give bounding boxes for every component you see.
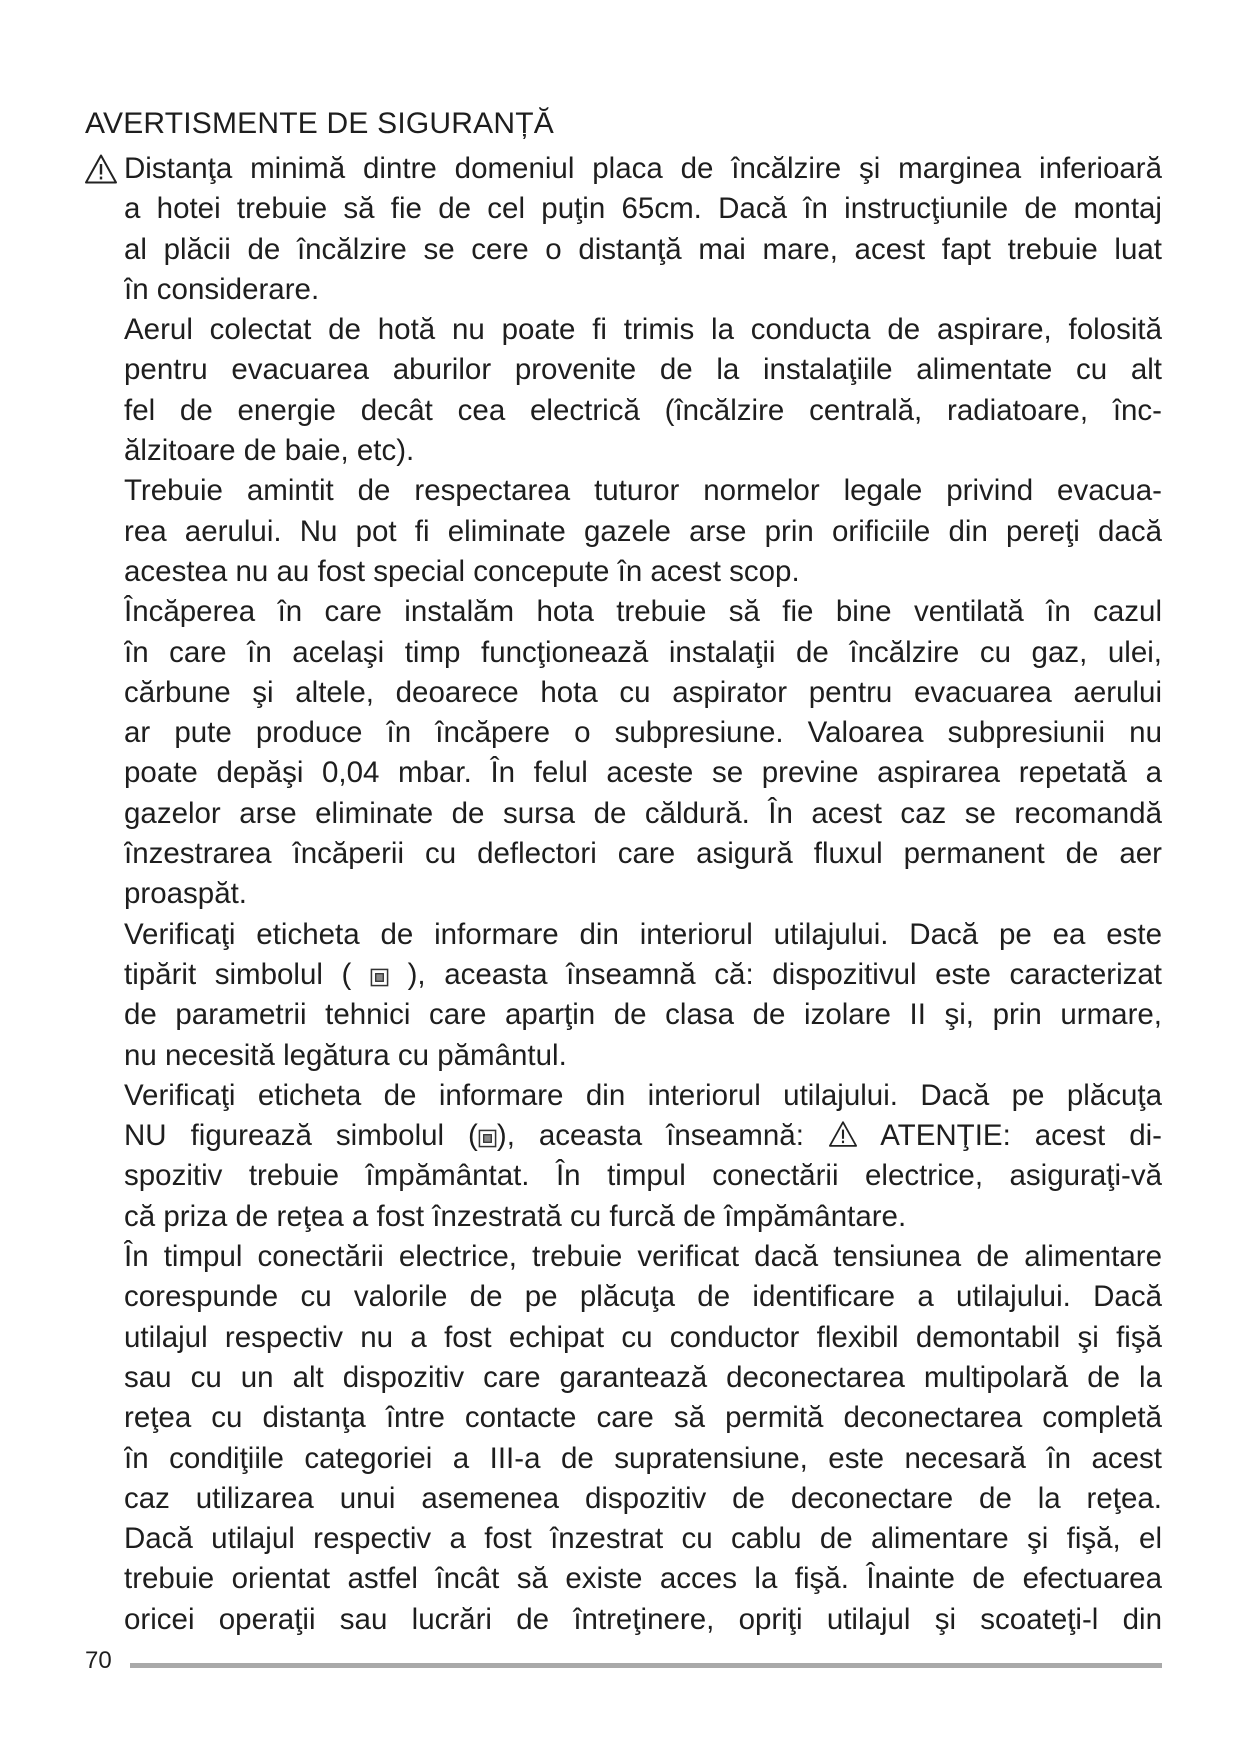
text-segment: rea aerului. Nu pot fi eliminate gazele arse prin orificiile din pereţi dacă xyxy=(124,514,1162,548)
text-line xyxy=(124,713,1162,753)
text-line xyxy=(124,1398,1162,1438)
text-line xyxy=(124,1519,1162,1559)
paragraph xyxy=(124,1237,1162,1640)
text-segment: Distanţa minimă dintre domeniul placa de încălzire şi marginea inferioară xyxy=(124,152,1162,185)
text-segment: oricei operaţii sau lucrări de întreţinere, opriţi utilajul şi scoateţi-l din xyxy=(124,1602,1162,1636)
text-segment: Verificaţi eticheta de informare din interiorul utilajului. Dacă pe ea este xyxy=(124,917,1162,951)
text-segment: Verificaţi eticheta de informare din interiorul utilajului. Dacă pe plăcuţa xyxy=(124,1078,1162,1112)
text-segment: Încăperea în care instalăm hota trebuie să fie bine ventilată în cazul xyxy=(124,595,1162,629)
text-segment: Trebuie amintit de respectarea tuturor normelor legale privind evacua- xyxy=(124,474,1162,508)
paragraph xyxy=(124,1076,1162,1237)
text-line xyxy=(124,1358,1162,1398)
text-segment: de parametrii tehnici care aparţin de clasa de izolare II şi, prin urmare, xyxy=(124,998,1162,1032)
text-line xyxy=(124,794,1162,834)
class-ii-symbol-icon xyxy=(370,968,389,987)
text-line xyxy=(124,1439,1162,1479)
text-segment: ), aceasta înseamnă că: dispozitivul este caracterizat xyxy=(388,957,1162,991)
text-segment: a hotei trebuie să fie de cel puţin 65cm. Dacă în instrucţiunile de montaj xyxy=(124,192,1162,226)
text-segment: În timpul conectării electrice, trebuie verificat dacă tensiunea de alimentare xyxy=(124,1240,1162,1274)
text-line xyxy=(124,955,1162,995)
text-line xyxy=(124,310,1162,350)
text-segment: înzestrarea încăperii cu deflectori care asigură fluxul permanent de aer xyxy=(124,837,1162,871)
text-segment: sau cu un alt dispozitiv care garantează deconectarea multipolară de la xyxy=(124,1360,1162,1394)
text-line xyxy=(124,1076,1162,1116)
text-segment: al plăcii de încălzire se cere o distanţă mai mare, acest fapt trebuie luat xyxy=(124,232,1162,266)
text-segment: trebuie orientat astfel încât să existe acces la fişă. Înainte de efectuarea xyxy=(124,1562,1162,1596)
text-segment: gazelor arse eliminate de sursa de căldură. În acest caz se recomandă xyxy=(124,796,1162,830)
text-line xyxy=(124,189,1162,229)
text-line xyxy=(124,1156,1162,1196)
text-line xyxy=(124,350,1162,390)
warning-icon xyxy=(84,153,118,185)
text-segment: proaspăt. xyxy=(124,877,247,911)
text-segment: în care în acelaşi timp funcţionează instalaţii de încălzire cu gaz, ulei, xyxy=(124,635,1162,669)
text-segment: acestea nu au fost special concepute în acest scop. xyxy=(124,554,800,588)
paragraph xyxy=(124,915,1162,1076)
text-segment: pentru evacuarea aburilor provenite de la instalaţiile alimentate cu alt xyxy=(124,353,1162,387)
text-line xyxy=(124,1277,1162,1317)
text-line xyxy=(124,471,1162,511)
text-line xyxy=(124,915,1162,955)
text-line xyxy=(124,1237,1162,1277)
text-line xyxy=(124,753,1162,793)
text-segment: poate depăşi 0,04 mbar. În felul aceste se previne aspirarea repetată a xyxy=(124,756,1162,790)
text-line xyxy=(124,1600,1162,1640)
text-segment: ar pute produce în încăpere o subpresiune. Valoarea subpresiunii nu xyxy=(124,716,1162,750)
text-segment: ălzitoare de baie, etc). xyxy=(124,434,415,468)
body-text xyxy=(124,149,1162,1640)
text-segment: Aerul colectat de hotă nu poate fi trimis la conducta de aspirare, folosită xyxy=(124,313,1162,347)
paragraph xyxy=(124,149,1162,310)
footer-rule xyxy=(130,1663,1162,1668)
page-number: 70 xyxy=(85,1647,112,1674)
text-segment: cărbune şi altele, deoarece hota cu aspirator pentru evacuarea aerului xyxy=(124,675,1162,709)
text-segment: utilajul respectiv nu a fost echipat cu conductor flexibil demontabil şi fişă xyxy=(124,1320,1162,1354)
text-segment: caz utilizarea unui asemenea dispozitiv de deconectare de la reţea. xyxy=(124,1481,1162,1515)
section-heading: AVERTISMENTE DE SIGURANȚĂ xyxy=(85,107,554,140)
text-segment: reţea cu distanţa între contacte care să permită deconectarea completă xyxy=(124,1401,1162,1435)
paragraph xyxy=(124,310,1162,471)
paragraph xyxy=(124,592,1162,914)
text-line xyxy=(124,1318,1162,1358)
text-line xyxy=(124,1197,1162,1237)
text-segment: ), aceasta înseamnă: xyxy=(496,1119,828,1153)
text-line xyxy=(124,633,1162,673)
text-line xyxy=(124,230,1162,270)
text-segment: fel de energie decât cea electrică (încălzire centrală, radiatoare, înc- xyxy=(124,393,1162,427)
text-line xyxy=(124,270,1162,310)
text-line xyxy=(124,673,1162,713)
text-line xyxy=(124,1479,1162,1519)
text-line xyxy=(124,1559,1162,1599)
warning-icon xyxy=(828,1120,858,1148)
text-line xyxy=(124,592,1162,632)
text-segment: nu necesită legătura cu pământul. xyxy=(124,1038,567,1072)
text-line xyxy=(124,834,1162,874)
text-line xyxy=(124,431,1162,471)
text-segment: în considerare. xyxy=(124,272,320,306)
text-segment: NU figurează simbolul ( xyxy=(124,1119,478,1153)
text-segment: Dacă utilajul respectiv a fost înzestrat cu cablu de alimentare şi fişă, el xyxy=(124,1522,1162,1556)
text-line xyxy=(124,1116,1162,1156)
text-segment: ATENŢIE: acest di- xyxy=(857,1119,1162,1153)
text-line xyxy=(124,1036,1162,1076)
text-line xyxy=(124,552,1162,592)
text-segment: tipărit simbolul ( xyxy=(124,957,370,991)
text-line xyxy=(124,391,1162,431)
text-line xyxy=(124,874,1162,914)
text-line xyxy=(124,512,1162,552)
text-line xyxy=(124,995,1162,1035)
paragraph xyxy=(124,471,1162,592)
text-segment: corespunde cu valorile de pe plăcuţa de identificare a utilajului. Dacă xyxy=(124,1280,1162,1314)
text-segment: spozitiv trebuie împământat. În timpul conectării electrice, asiguraţi-vă xyxy=(124,1159,1162,1193)
text-segment: că priza de reţea a fost înzestrată cu furcă de împământare. xyxy=(124,1199,907,1233)
text-segment: în condiţiile categoriei a III-a de supratensiune, este necesară în acest xyxy=(124,1441,1162,1475)
text-line xyxy=(124,149,1162,189)
class-ii-symbol-icon xyxy=(478,1129,497,1148)
